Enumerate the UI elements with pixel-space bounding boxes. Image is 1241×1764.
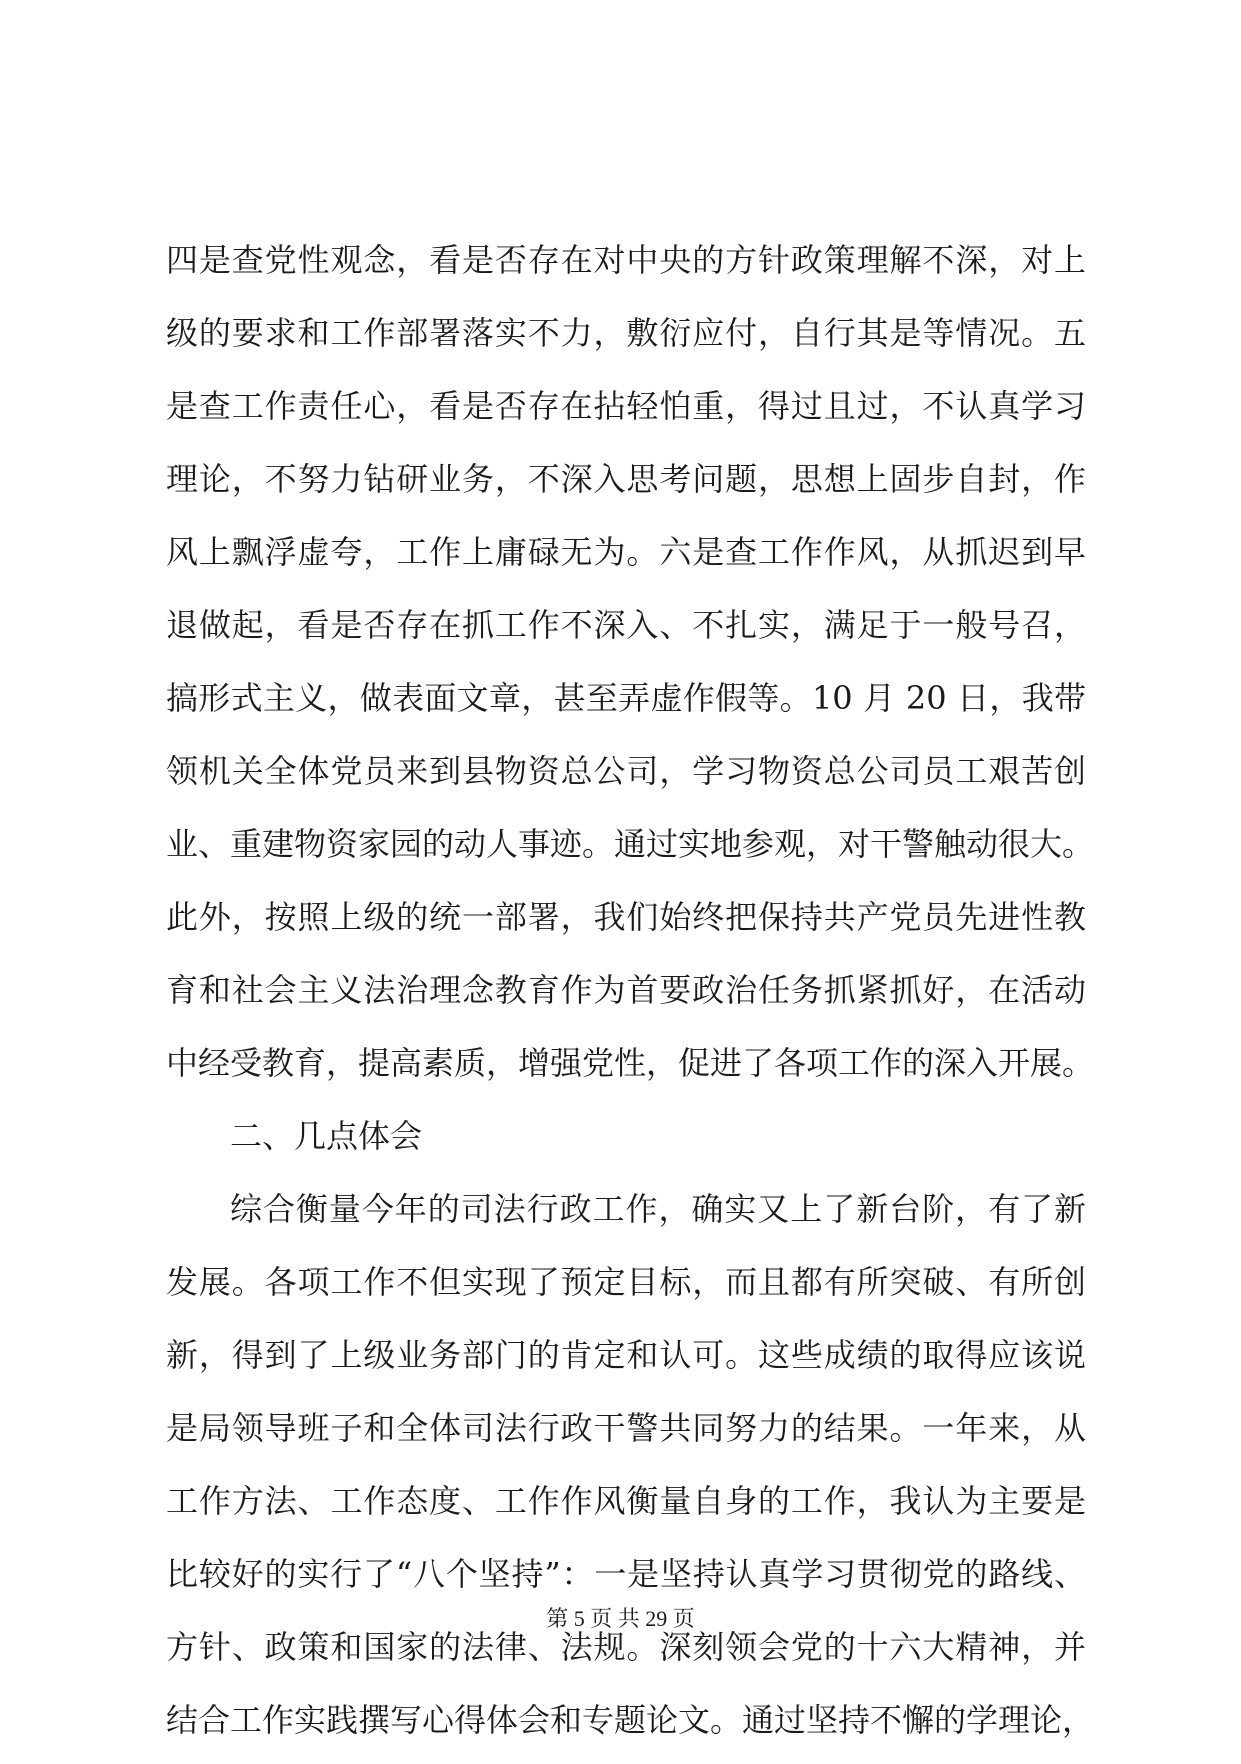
section-heading (166, 1107, 1086, 1180)
text-line: 搞形式主义，做表面文章，甚至弄虚作假等。10 月 20 日，我带 (166, 679, 1086, 717)
text-line: 比较好的实行了“八个坚持”：一是坚持认真学习贯彻党的路线、 (166, 1555, 1086, 1593)
text-line: 理论，不努力钻研业务，不深入思考问题，思想上固步自封，作 (166, 460, 1086, 498)
page-footer: 第 5 页 共 29 页 (546, 1606, 695, 1631)
text-line: 方针、政策和国家的法律、法规。深刻领会党的十六大精神，并 (166, 1628, 1086, 1666)
document-body (166, 231, 1095, 1764)
text-line: 风上飘浮虚夸，工作上庸碌无为。六是查工作作风，从抓迟到早 (166, 533, 1086, 571)
text-line: 退做起，看是否存在抓工作不深入、不扎实，满足于一般号召， (166, 606, 1086, 644)
text-line: 发展。各项工作不但实现了预定目标，而且都有所突破、有所创 (166, 1263, 1086, 1301)
text-line: 新，得到了上级业务部门的肯定和认可。这些成绩的取得应该说 (166, 1336, 1086, 1374)
text-line: 业、重建物资家园的动人事迹。通过实地参观，对干警触动很大。 (166, 825, 1095, 863)
paragraph (166, 231, 1095, 1107)
paragraph (166, 1180, 1095, 1764)
text-line: 领机关全体党员来到县物资总公司，学习物资总公司员工艰苦创 (166, 752, 1086, 790)
text-line: 工作方法、工作态度、工作作风衡量自身的工作，我认为主要是 (166, 1482, 1086, 1520)
text-line: 结合工作实践撰写心得体会和专题论文。通过坚持不懈的学理论， (166, 1701, 1095, 1739)
text-line: 级的要求和工作部署落实不力，敷衍应付，自行其是等情况。五 (166, 314, 1086, 352)
text-line: 中经受教育，提高素质，增强党性，促进了各项工作的深入开展。 (166, 1044, 1095, 1082)
text-line: 综合衡量今年的司法行政工作，确实又上了新台阶，有了新 (230, 1190, 1086, 1228)
text-line: 四是查党性观念，看是否存在对中央的方针政策理解不深，对上 (166, 241, 1086, 279)
text-line: 是局领导班子和全体司法行政干警共同努力的结果。一年来，从 (166, 1409, 1086, 1447)
text-line: 此外，按照上级的统一部署，我们始终把保持共产党员先进性教 (166, 898, 1086, 936)
text-line: 育和社会主义法治理念教育作为首要政治任务抓紧抓好，在活动 (166, 971, 1086, 1009)
text-line: 是查工作责任心，看是否存在拈轻怕重，得过且过，不认真学习 (166, 387, 1086, 425)
heading-text: 二、几点体会 (230, 1117, 423, 1155)
